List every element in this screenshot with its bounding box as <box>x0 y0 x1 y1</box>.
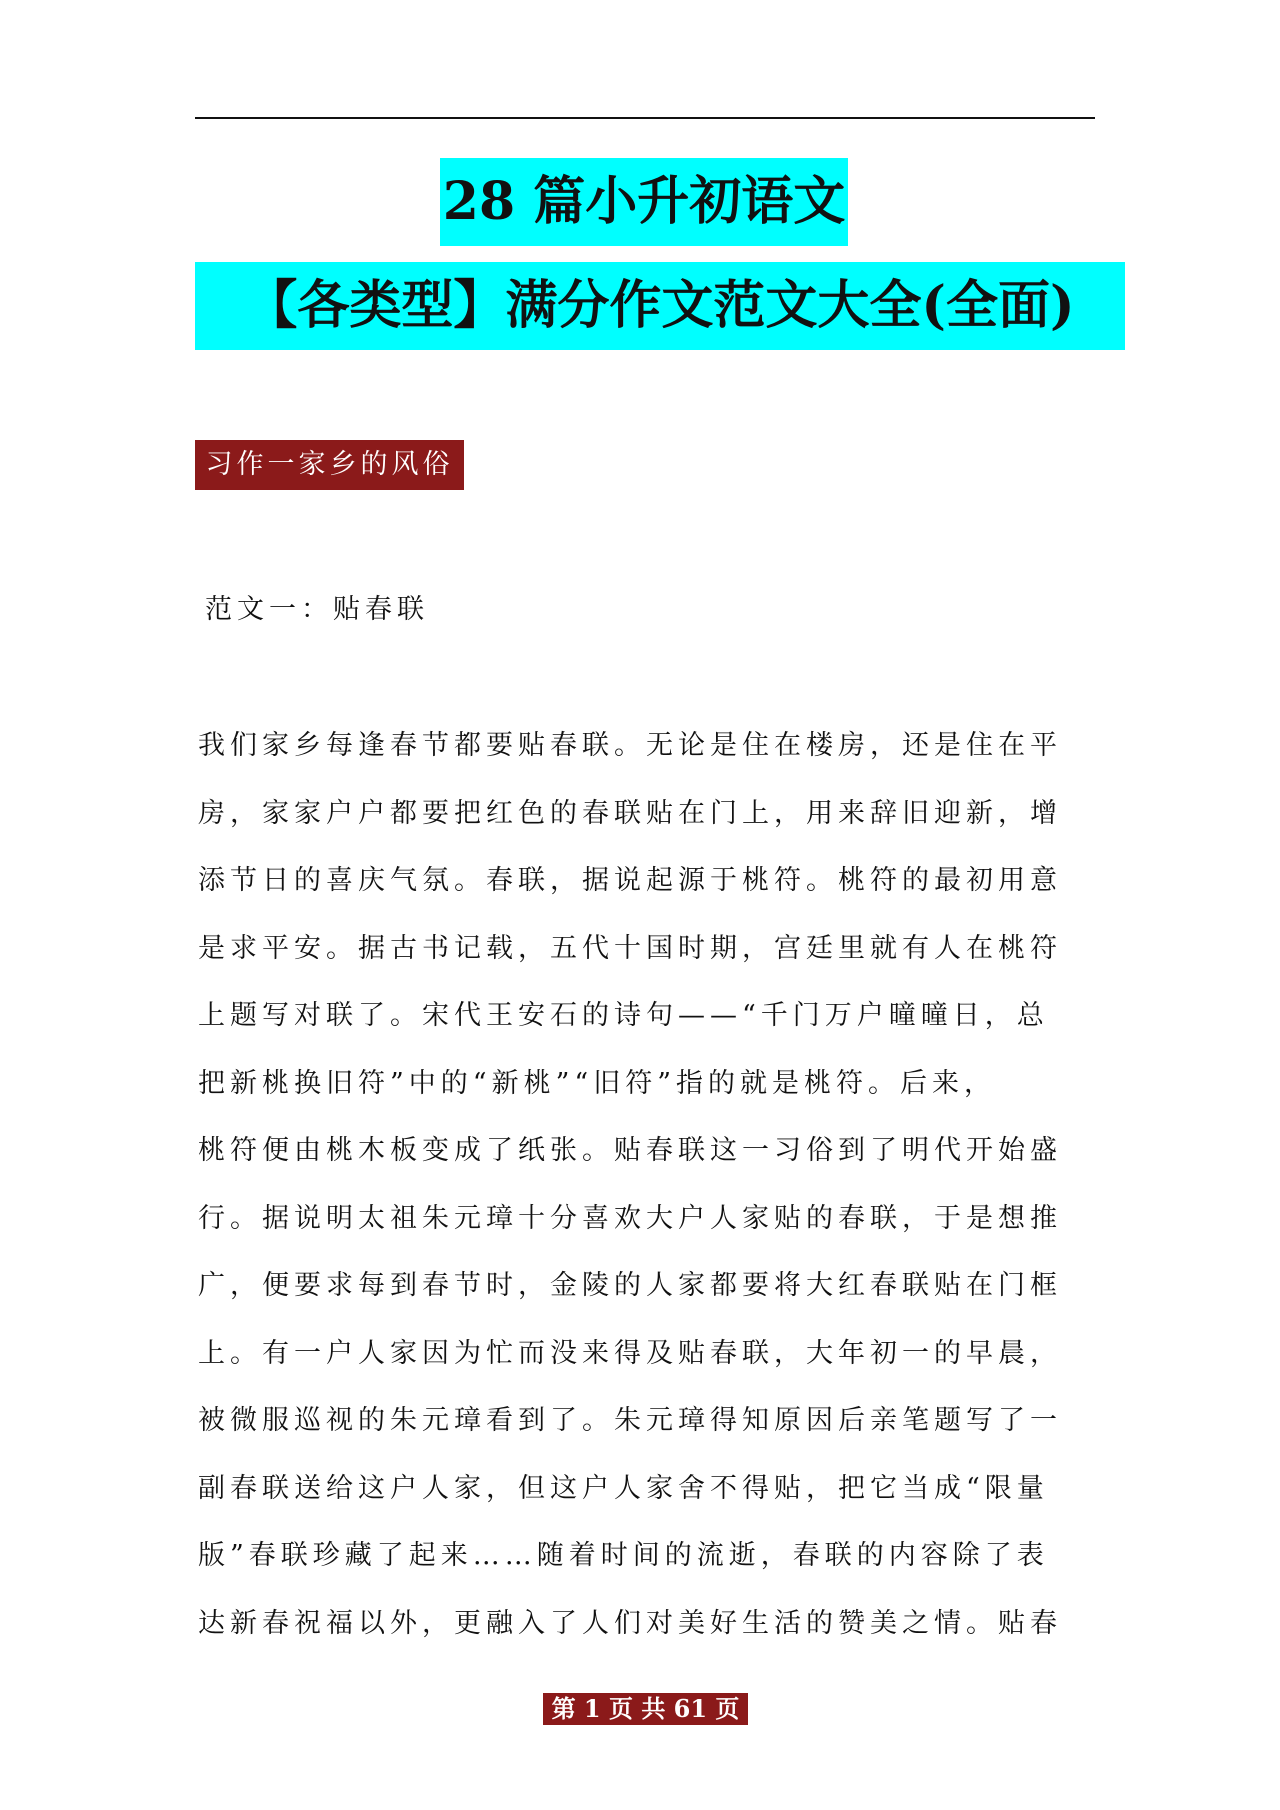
essay-line: 行。据说明太祖朱元璋十分喜欢大户人家贴的春联，于是想推 <box>198 1202 1062 1234</box>
essay-line: 上。有一户人家因为忙而没来得及贴春联，大年初一的早晨， <box>198 1337 1062 1369</box>
essay-line: 是求平安。据古书记载，五代十国时期，宫廷里就有人在桃符 <box>198 932 1062 964</box>
essay-line: 我们家乡每逢春节都要贴春联。无论是住在楼房，还是住在平 <box>198 730 1062 761</box>
essay-line: 广，便要求每到春节时，金陵的人家都要将大红春联贴在门框 <box>198 1270 1062 1301</box>
essay-line: 把新桃换旧符”中的“新桃”“旧符”指的就是桃符。后来， <box>198 1067 997 1099</box>
essay-body <box>198 712 1098 1657</box>
top-divider <box>195 117 1095 119</box>
document-title-line-1: 28 篇小升初语文 <box>440 158 848 246</box>
essay-line: 上题写对联了。宋代王安石的诗句——“千门万户曈曈日，总 <box>198 1000 1049 1031</box>
essay-line: 副春联送给这户人家，但这户人家舍不得贴，把它当成“限量 <box>198 1472 1049 1504</box>
essay-line: 被微服巡视的朱元璋看到了。朱元璋得知原因后亲笔题写了一 <box>198 1405 1062 1436</box>
essay-line: 桃符便由桃木板变成了纸张。贴春联这一习俗到了明代开始盛 <box>198 1135 1062 1166</box>
section-label: 习作一家乡的风俗 <box>195 440 464 490</box>
essay-heading: 范文一：贴春联 <box>205 594 429 625</box>
page-number: 第 1 页 共 61 页 <box>543 1693 748 1725</box>
essay-line: 添节日的喜庆气氛。春联，据说起源于桃符。桃符的最初用意 <box>198 865 1062 896</box>
document-title-line-2: 【各类型】满分作文范文大全(全面) <box>195 262 1125 350</box>
essay-line: 达新春祝福以外，更融入了人们对美好生活的赞美之情。贴春 <box>198 1607 1062 1639</box>
essay-line: 房，家家户户都要把红色的春联贴在门上，用来辞旧迎新，增 <box>198 797 1062 829</box>
essay-line: 版”春联珍藏了起来……随着时间的流逝，春联的内容除了表 <box>198 1540 1049 1571</box>
